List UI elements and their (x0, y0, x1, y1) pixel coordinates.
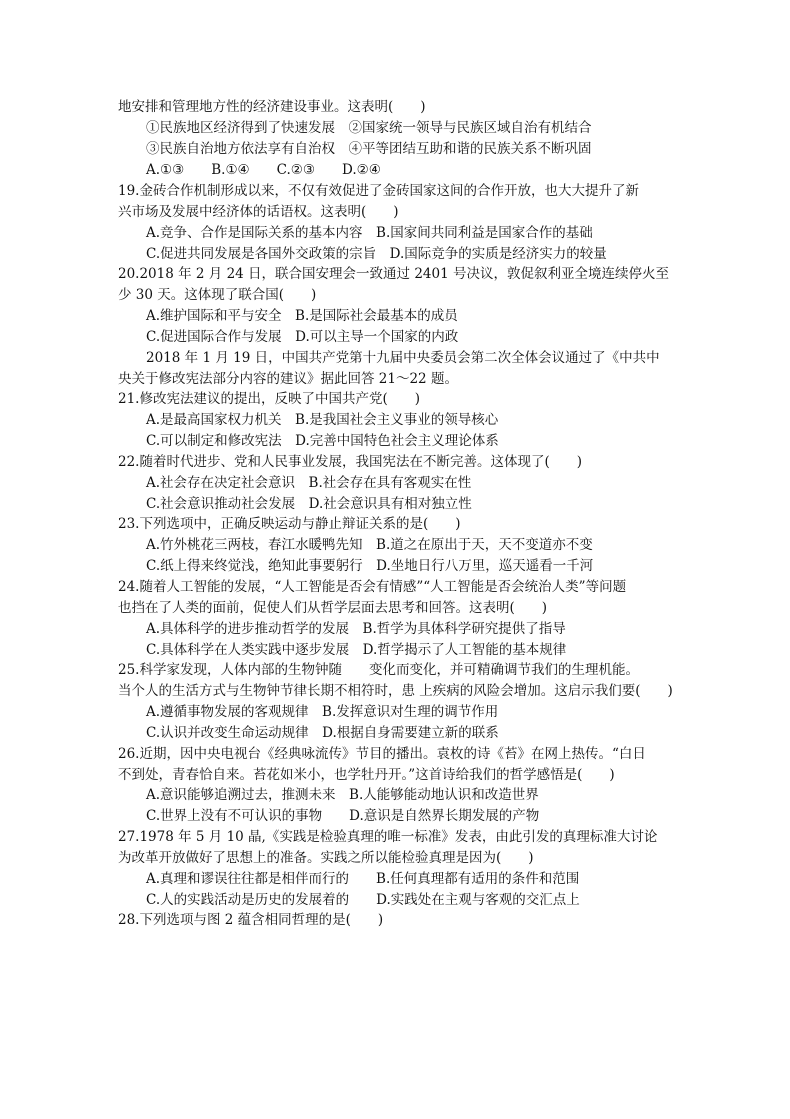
q18-statement-1-2: ①民族地区经济得到了快速发展 ②国家统一领导与民族区域自治有机结合 (146, 120, 592, 136)
q21-stem: 21.修改宪法建议的提出，反映了中国共产党( ) (118, 391, 421, 407)
q23-stem: 23.下列选项中，正确反映运动与静止辩证关系的是( ) (118, 516, 461, 532)
q20-stem-2: 少 30 天。这体现了联合国( ) (118, 287, 317, 303)
q21-options-ab: A.是最高国家权力机关 B.是我国社会主义事业的领导核心 (146, 412, 499, 428)
q22-options-cd: C.社会意识推动社会发展 D.社会意识具有相对独立性 (146, 496, 472, 512)
q22-stem: 22.随着时代进步、党和人民事业发展，我国宪法在不断完善。这体现了( ) (118, 454, 583, 470)
q27-options-ab: A.真理和谬误往往都是相伴而行的 B.任何真理都有适用的条件和范围 (146, 871, 580, 887)
material-intro-1: 2018 年 1 月 19 日，中国共产党第十九届中央委员会第二次全体会议通过了《中共中 (146, 350, 660, 366)
q28-stem: 28.下列选项与图 2 蕴含相同哲理的是( ) (118, 912, 384, 928)
q25-options-ab: A.遵循事物发展的客观规律 B.发挥意识对生理的调节作用 (146, 704, 499, 720)
q26-stem-2: 不到处，青春恰自来。苔花如米小，也学牡丹开。”这首诗给我们的哲学感悟是( ) (118, 767, 615, 783)
q18-options: A.①③ B.①④ C.②③ D.②④ (146, 162, 381, 178)
q26-stem-1: 26.近期，因中央电视台《经典咏流传》节目的播出。袁枚的诗《苔》在网上热传。“白日 (118, 746, 646, 762)
q20-stem-1: 20.2018 年 2 月 24 日，联合国安理会一致通过 2401 号决议，敦促叙利亚全境连续停火至 (118, 266, 669, 282)
q21-options-cd: C.可以制定和修改宪法 D.完善中国特色社会主义理论体系 (146, 433, 499, 449)
q19-stem-1: 19.金砖合作机制形成以来，不仅有效促进了金砖国家这间的合作开放，也大大提升了新 (118, 183, 639, 199)
material-intro-2: 央关于修改宪法部分内容的建议》据此回答 21～22 题。 (118, 371, 458, 387)
q22-options-ab: A.社会存在决定社会意识 B.社会存在具有客观实在性 (146, 475, 472, 491)
q27-stem-1: 27.1978 年 5 月 10 晶,《实践是检验真理的唯一标准》发表，由此引发的真理标准大讨论 (118, 829, 658, 845)
q24-options-ab: A.具体科学的进步推动哲学的发展 B.哲学为具体科学研究提供了指导 (146, 621, 566, 637)
q20-options-cd: C.促进国际合作与发展 D.可以主导一个国家的内政 (146, 329, 459, 345)
q26-options-cd: C.世界上没有不可认识的事物 D.意识是自然界长期发展的产物 (146, 808, 540, 824)
text-line-continuation: 地安排和管理地方性的经济建设事业。这表明( ) (118, 99, 426, 115)
q23-options-ab: A.竹外桃花三两枝，春江水暖鸭先知 B.道之在原出于天，天不变道亦不变 (146, 537, 593, 553)
q24-options-cd: C.具体科学在人类实践中逐步发展 D.哲学揭示了人工智能的基本规律 (146, 642, 567, 658)
q24-stem-2: 也挡在了人类的面前，促使人们从哲学层面去思考和回答。这表明( ) (118, 600, 548, 616)
q24-stem-1: 24.随着人工智能的发展，“人工智能是否会有情感”“人工智能是否会统治人类”等问题 (118, 579, 627, 595)
q25-stem-1: 25.科学家发现，人体内部的生物钟随 变化而变化，并可精确调节我们的生理机能。 (118, 662, 639, 678)
q23-options-cd: C.纸上得来终觉浅，绝知此事要躬行 D.坐地日行八万里，巡天遥看一千河 (146, 558, 594, 574)
q18-statement-3-4: ③民族自治地方依法享有自治权 ④平等团结互助和谐的民族关系不断巩固 (146, 141, 592, 157)
q19-options-ab: A.竞争、合作是国际关系的基本内容 B.国家间共同利益是国家合作的基础 (146, 225, 593, 241)
q25-options-cd: C.认识并改变生命运动规律 D.根据自身需要建立新的联系 (146, 725, 499, 741)
q19-stem-2: 兴市场及发展中经济体的话语权。这表明( ) (118, 204, 399, 220)
q27-options-cd: C.人的实践活动是历史的发展着的 D.实践处在主观与客观的交汇点上 (146, 892, 580, 908)
q20-options-ab: A.维护国际和平与安全 B.是国际社会最基本的成员 (146, 308, 458, 324)
q26-options-ab: A.意识能够追溯过去，推测未来 B.人能够能动地认识和改造世界 (146, 787, 539, 803)
q25-stem-2: 当个人的生活方式与生物钟节律长期不相符时，患 上疾病的风险会增加。这启示我们要( ) (118, 683, 673, 699)
q19-options-cd: C.促进共同发展是各国外交政策的宗旨 D.国际竞争的实质是经济实力的较量 (146, 246, 607, 262)
q27-stem-2: 为改革开放做好了思想上的准备。实践之所以能检验真理是因为( ) (118, 850, 534, 866)
